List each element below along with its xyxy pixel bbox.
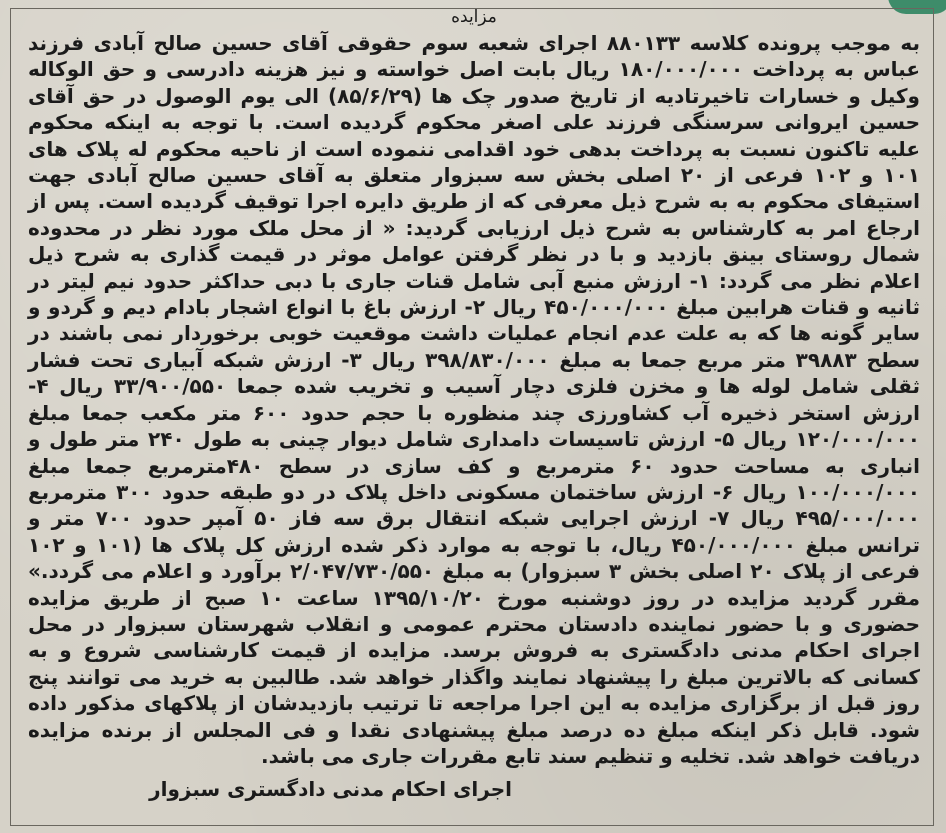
notice-body: به موجب پرونده کلاسه ۸۸۰۱۳۳ اجرای شعبه سوم حقوقی آقای حسین صالح آبادی فرزند عباس به پرداخت ۱۸۰/۰۰۰/۰۰۰ ریال بابت اصل خواسته و نیز هزینه دادرسی و حق الوکاله وکیل و خسارات تاخیرتادیه از تاریخ صدور چک ها (۸۵/۶/۲۹) الی یوم الوصول در حق آقای حسین ایروانی سرسنگی فرزند علی اصغر محکوم گردیده است. با توجه به اینکه محکوم علیه تاکنون نسبت به پرداخت بدهی خود اقدامی ننموده است از ناحیه محکوم له پلاک های ۱۰۱ و ۱۰۲ فرعی از ۲۰ اصلی بخش سه سبزوار متعلق به آقای حسین صالح آبادی جهت استیفای محکوم به به شرح ذیل معرفی که از طریق دایره اجرا توقیف گردیده است. پس از ارجاع امر به کارشناس به شرح ذیل ارزیابی گردید: « از محل ملک مورد نظر در محدوده شمال روستای بینق بازدید و با در نظر گرفتن عوامل موثر در قیمت گذاری به شرح ذیل اعلام نظر می گردد: ۱- ارزش منبع آبی شامل قنات جاری با دبی حداکثر حدود نیم لیتر در ثانیه و قنات هرابین مبلغ ۴۵۰/۰۰۰/۰۰۰ ریال ۲- ارزش باغ با انواع اشجار بادام دیم و گردو و سایر گونه ها که به علت عدم انجام عملیات داشت موقعیت خوبی برخوردار نمی باشند در سطح ۳۹۸۸۳ متر مربع جمعا به مبلغ ۳۹۸/۸۳۰/۰۰۰ ریال ۳- ارزش شبکه آبیاری تحت فشار ثقلی شامل لوله ها و مخزن فلزی دچار آسیب و تخریب شده جمعا ۳۳/۹۰۰/۵۵۰ ریال ۴- ارزش استخر ذخیره آب کشاورزی چند منظوره با حجم حدود ۶۰۰ متر مکعب جمعا مبلغ ۱۲۰/۰۰۰/۰۰۰ ریال ۵- ارزش تاسیسات دامداری شامل دیوار چینی به طول ۲۴۰ متر طول و انباری به مساحت حدود ۶۰ مترمربع و کف سازی در سطح ۴۸۰مترمربع جمعا مبلغ ۱۰۰/۰۰۰/۰۰۰ ریال ۶- ارزش ساختمان مسکونی داخل پلاک در دو طبقه حدود ۳۰۰ مترمربع ۴۹۵/۰۰۰/۰۰۰ ریال ۷- ارزش اجرایی شبکه انتقال برق سه فاز ۵۰ آمپر حدود ۷۰۰ متر و ترانس مبلغ ۴۵۰/۰۰۰/۰۰۰ ریال، با توجه به موارد ذکر شده ارزش کل پلاک ها (۱۰۱ و ۱۰۲ فرعی از پلاک ۲۰ اصلی بخش ۳ سبزوار) به مبلغ ۲/۰۴۷/۷۳۰/۵۵۰ برآورد و اعلام می گردد.» مقرر گردید مزایده در روز دوشنبه مورخ ۱۳۹۵/۱۰/۲۰ ساعت ۱۰ صبح از طریق مزایده حضوری و با حضور نماینده دادستان محترم عمومی و انقلاب شهرستان سبزوار در محل اجرای احکام مدنی دادگستری به فروش برسد. مزایده از قیمت کارشناسی شروع و به کسانی که بالاترین مبلغ را پیشنهاد نمایند واگذار خواهد شد. طالبین به خرید می توانند پنج روز قبل از برگزاری مزایده به این اجرا مراجعه تا ترتیب بازدیدشان از پلاکهای مذکور داده شود. قابل ذکر اینکه مبلغ ده درصد مبلغ پیشنهادی نقدا و فی المجلس از برنده مزایده دریافت خواهد شد. تخلیه و تنظیم سند تابع مقررات جاری می باشد. bbox=[28, 31, 921, 768]
auction-notice bbox=[28, 6, 920, 803]
notice-title: مزایده bbox=[451, 7, 497, 27]
notice-signature: اجرای احکام مدنی دادگستری سبزوار bbox=[149, 777, 512, 802]
